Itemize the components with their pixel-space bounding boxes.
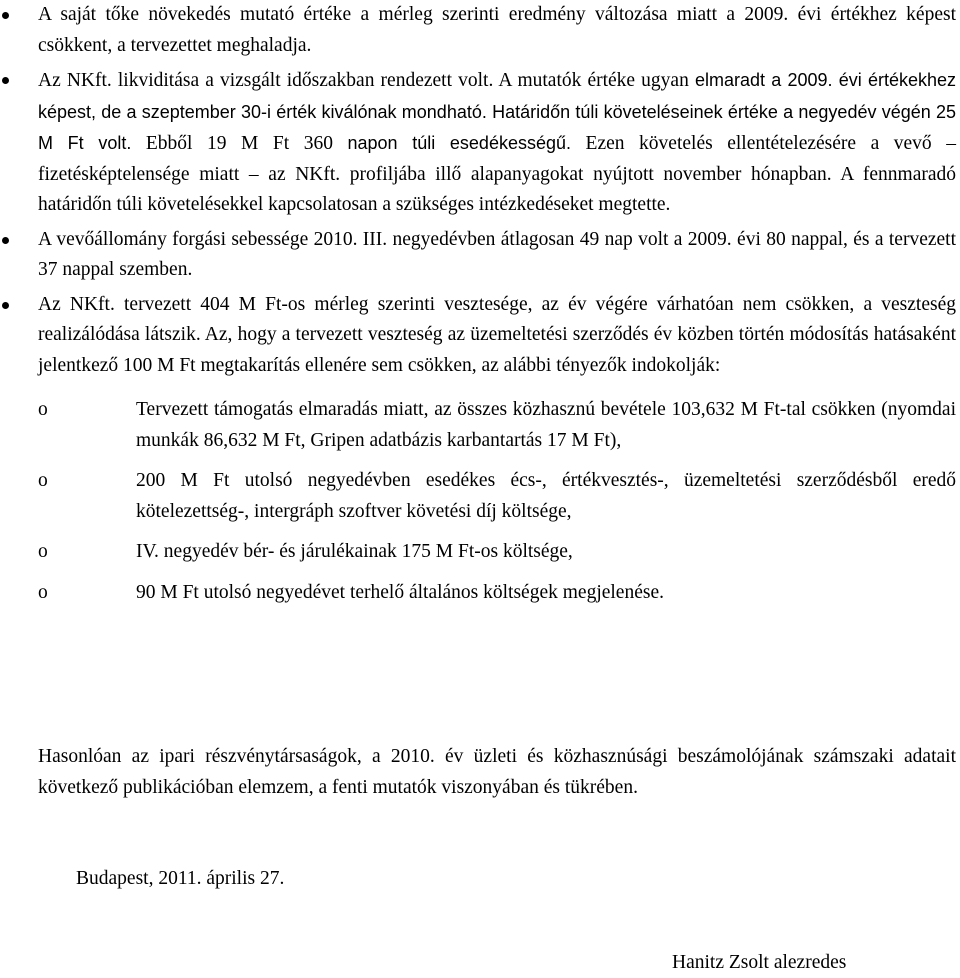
bullet-dot-icon <box>2 302 9 309</box>
bullet-item <box>38 0 956 61</box>
sub-list-item <box>38 537 956 568</box>
bullet-dot-icon <box>2 77 9 84</box>
sub-item-text: IV. negyedév bér- és járulékainak 175 M Ft-os költsége, <box>136 541 573 562</box>
circle-bullet-icon: o <box>38 541 48 562</box>
sub-list-item <box>38 466 956 527</box>
closing-paragraph: Hasonlóan az ipari részvénytársaságok, a 2010. év üzleti és közhasznúsági beszámolójának számszaki adatait következő publikációban elemzem, a fenti mutatók viszonyában és tükrében. <box>38 746 956 798</box>
text-segment: Ebből 19 M Ft 360 <box>131 133 348 154</box>
sub-list-item <box>38 395 956 456</box>
sub-item-text: 90 M Ft utolsó negyedévet terhelő általános költségek megjelenése. <box>136 581 664 603</box>
bullet-text <box>38 294 956 376</box>
text-segment: A vevőállomány forgási sebessége 2010. III. negyedévben átlagosan 49 nap volt a 2009. évi 80 nappal, és a tervezett 37 nappal szemben. <box>38 228 956 280</box>
bullet-item <box>38 65 956 221</box>
bullet-dot-icon <box>2 12 9 19</box>
bullet-list <box>38 0 956 618</box>
text-segment: napon túli esedékességű. <box>347 133 571 153</box>
sub-item-text: Tervezett támogatás elmaradás miatt, az összes közhasznú bevétele 103,632 M Ft-tal csökken (nyomdai munkák 86,632 M Ft, Gripen adatbázis karbantartás 17 M Ft), <box>136 399 956 451</box>
sub-list <box>38 395 956 608</box>
text-segment: Az NKft. tervezett 404 M Ft-os mérleg szerinti vesztesége, az év végére várhatóan nem csökken, a veszteség realizálódása látszik. Az, hogy a tervezett veszteség az üzemeltetési szerződés év közben történ módosítás hatásaként jelentkező 100 M Ft megtakarítás ellenére sem csökken, az alábbi tényezők indokolják: <box>38 293 956 376</box>
signature: Hanitz Zsolt alezredes <box>672 952 847 973</box>
circle-bullet-icon: o <box>38 581 48 603</box>
text-segment: Ezen követelés ellentételezésére a vevő – fizetésképtelensége miatt – az NKft. profiljába illő alapanyagokat nyújtott november hónapban. A fennmaradó határidőn túli követelésekkel kapcsolatosan a szükséges intézkedéseket megtette. <box>38 133 956 215</box>
bullet-text <box>38 4 956 56</box>
dateline: Budapest, 2011. április 27. <box>76 868 285 889</box>
sub-item-text: 200 M Ft utolsó negyedévben esedékes écs-, értékvesztés-, üzemeltetési szerződésből eredő kötelezettség-, intergráph szoftver követési díj költsége, <box>136 470 956 522</box>
bullet-text <box>38 229 956 281</box>
text-segment: elmaradt a 2009. évi értékekhez képest, de a szeptember 30-i érték kiválónak mondható. Határidőn túli követeléseinek értéke a negyedév végén 25 M Ft volt. <box>38 70 957 153</box>
bullet-text <box>38 70 956 215</box>
circle-bullet-icon: o <box>38 399 48 420</box>
circle-bullet-icon: o <box>38 470 48 491</box>
text-segment: Az NKft. likviditása a vizsgált időszakban rendezett volt. A mutatók értéke ugyan <box>38 70 695 91</box>
bullet-item <box>38 225 956 286</box>
text-segment: A saját tőke növekedés mutató értéke a mérleg szerinti eredmény változása miatt a 2009. évi értékhez képest csökkent, a tervezettet meghaladja. <box>38 4 956 56</box>
bullet-dot-icon <box>2 237 9 244</box>
sub-list-item <box>38 578 956 609</box>
bullet-item <box>38 290 956 609</box>
